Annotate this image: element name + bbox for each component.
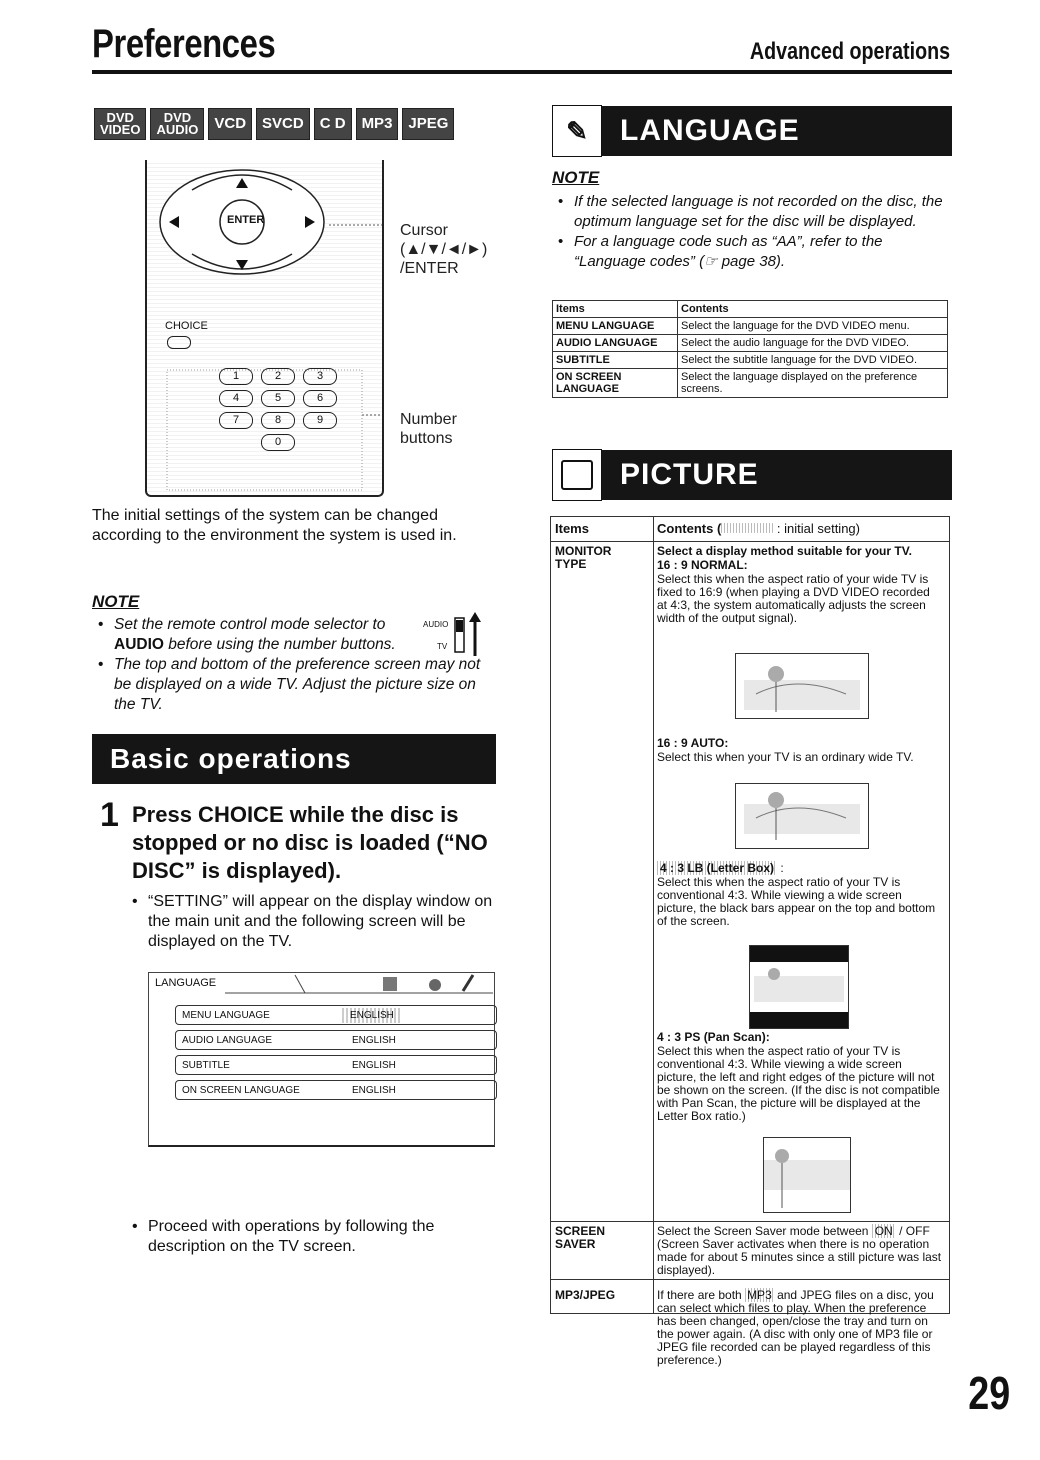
header-contents: Contents ( : initial setting) (657, 521, 860, 536)
badge-mp3: MP3 (356, 108, 399, 140)
key-2: 2 (261, 368, 295, 385)
picture-band: PICTURE (552, 450, 952, 500)
badge-cd: C D (314, 108, 352, 140)
thumb-panscan (763, 1137, 851, 1213)
language-note-heading: NOTE (552, 168, 600, 187)
note-item: • Set the remote control mode selector to AUDIO before using the number buttons. (92, 615, 492, 655)
screen-row: ON SCREEN LANGUAGE ENGLISH (175, 1080, 497, 1100)
opt-auto-text: Select this when your TV is an ordinary wide TV. (657, 750, 914, 764)
table-row: SUBTITLE Select the subtitle language for the DVD VIDEO. (553, 352, 948, 369)
item-monitor-type: MONITOR TYPE (555, 544, 612, 571)
key-9: 9 (303, 412, 337, 429)
table-row: ON SCREEN LANGUAGE Select the language displayed on the preference screens. (553, 369, 948, 398)
thumb-normal (735, 653, 869, 719)
language-band: ✎ LANGUAGE (552, 106, 952, 156)
screen-row: AUDIO LANGUAGE ENGLISH (175, 1030, 497, 1050)
basic-operations-band: Basic operations (92, 734, 496, 784)
opt-ps-text: Select this when the aspect ratio of your TV is conventional 4:3. While viewing a wide screen picture, the left and right edges of the picture will not be shown on the screen. (If the disc is not compatible with Pan Scan, the picture will be displayed at the Letter Box ratio.) (657, 1044, 940, 1123)
picture-table (550, 516, 950, 1367)
header-items: Items (555, 521, 589, 536)
page-number: 29 (968, 1367, 1010, 1419)
enter-label: ENTER (227, 214, 265, 226)
language-icon: ✎ (552, 105, 602, 157)
item-mp3-jpeg: MP3/JPEG (555, 1288, 616, 1302)
screen-tab-language: LANGUAGE (155, 977, 217, 989)
section-title: Advanced operations (749, 38, 950, 65)
disc-badges (94, 108, 454, 140)
step-bullet: • Proceed with operations by following the description on the TV screen. (126, 1217, 508, 1257)
badge-svcd: SVCD (256, 108, 310, 140)
key-3: 3 (303, 368, 337, 385)
note-item: • If the selected language is not recorded on the disc, the optimum language set for the disc will be displayed. (552, 192, 952, 232)
tv-language-screen (148, 972, 495, 1147)
number-keypad (219, 368, 347, 451)
choice-button (167, 336, 191, 349)
item-screen-saver: SCREEN SAVER (555, 1224, 606, 1251)
picture-icon (552, 449, 602, 501)
key-5: 5 (261, 390, 295, 407)
screen-row: MENU LANGUAGE ENGLISH (175, 1005, 497, 1025)
choice-label: CHOICE (165, 320, 208, 332)
key-6: 6 (303, 390, 337, 407)
language-table (552, 300, 948, 398)
note-heading: NOTE (92, 592, 140, 611)
screen-saver-text: Select the Screen Saver mode between ON / OFF (Screen Saver activates when there is no operation made for about 5 minutes since a still picture was last displayed). (657, 1224, 942, 1277)
opt-normal-text: Select this when the aspect ratio of your wide TV is fixed to 16:9 (when playing a DVD VIDEO recorded at 4:3, the system automatically adjusts the screen width of the output signal). (657, 572, 930, 625)
key-4: 4 (219, 390, 253, 407)
thumb-auto (735, 783, 869, 849)
page-title: Preferences (92, 22, 276, 66)
opt-auto-title: 16 : 9 AUTO: (657, 736, 729, 750)
mp3-jpeg-text: If there are both MP3 and JPEG files on a disc, you can select which files to play. When the preference has been changed, open/close the tray and turn on the power again. (A disc with only one of MP3 file or JPEG file recorded can be played regardless of this preference.) (657, 1288, 934, 1367)
opt-ps-title: 4 : 3 PS (Pan Scan): (657, 1030, 770, 1044)
remote-illustration (145, 160, 384, 497)
table-header-row: Items Contents (553, 301, 948, 318)
mode-selector-icon: AUDIO TV (423, 612, 488, 658)
note-item: • The top and bottom of the preference screen may not be displayed on a wide TV. Adjust the picture size on the TV. (92, 655, 492, 715)
badge-vcd: VCD (208, 108, 252, 140)
cursor-callout: Cursor (▲/▼/◄/►) /ENTER (400, 222, 488, 277)
opt-lb-title: 4 : 3 LB (Letter Box) : (657, 862, 943, 875)
key-8: 8 (261, 412, 295, 429)
opt-normal-title: 16 : 9 NORMAL: (657, 558, 748, 572)
step-instruction: Press CHOICE while the disc is stopped or no disc is loaded (“NO DISC” is displayed). (132, 802, 488, 883)
language-note-list (552, 192, 952, 272)
step-number: 1 (100, 796, 119, 834)
table-row: MENU LANGUAGE Select the language for the DVD VIDEO menu. (553, 318, 948, 335)
header-rule (92, 70, 952, 74)
thumb-letterbox (749, 945, 849, 1029)
screen-tab-icons (225, 973, 493, 995)
step-bullet: • “SETTING” will appear on the display window on the main unit and the following screen will be displayed on the TV. (126, 892, 508, 952)
table-row: AUDIO LANGUAGE Select the audio language for the DVD VIDEO. (553, 335, 948, 352)
key-0: 0 (261, 434, 295, 451)
opt-lb-text: Select this when the aspect ratio of your TV is conventional 4:3. While viewing a wide screen picture, the black bars appear on the top and bottom of the screen. (657, 875, 936, 928)
key-7: 7 (219, 412, 253, 429)
number-callout: Number buttons (400, 411, 457, 447)
badge-dvd-video: DVD VIDEO (94, 108, 146, 140)
key-1: 1 (219, 368, 253, 385)
note-item: • For a language code such as “AA”, refer to the “Language codes” (☞ page 38). (552, 232, 952, 272)
screen-row: SUBTITLE ENGLISH (175, 1055, 497, 1075)
intro-paragraph: The initial settings of the system can be changed according to the environment the system is used in. (92, 507, 457, 544)
monitor-intro: Select a display method suitable for your TV. (657, 544, 912, 558)
badge-jpeg: JPEG (402, 108, 454, 140)
badge-dvd-audio: DVD AUDIO (150, 108, 204, 140)
